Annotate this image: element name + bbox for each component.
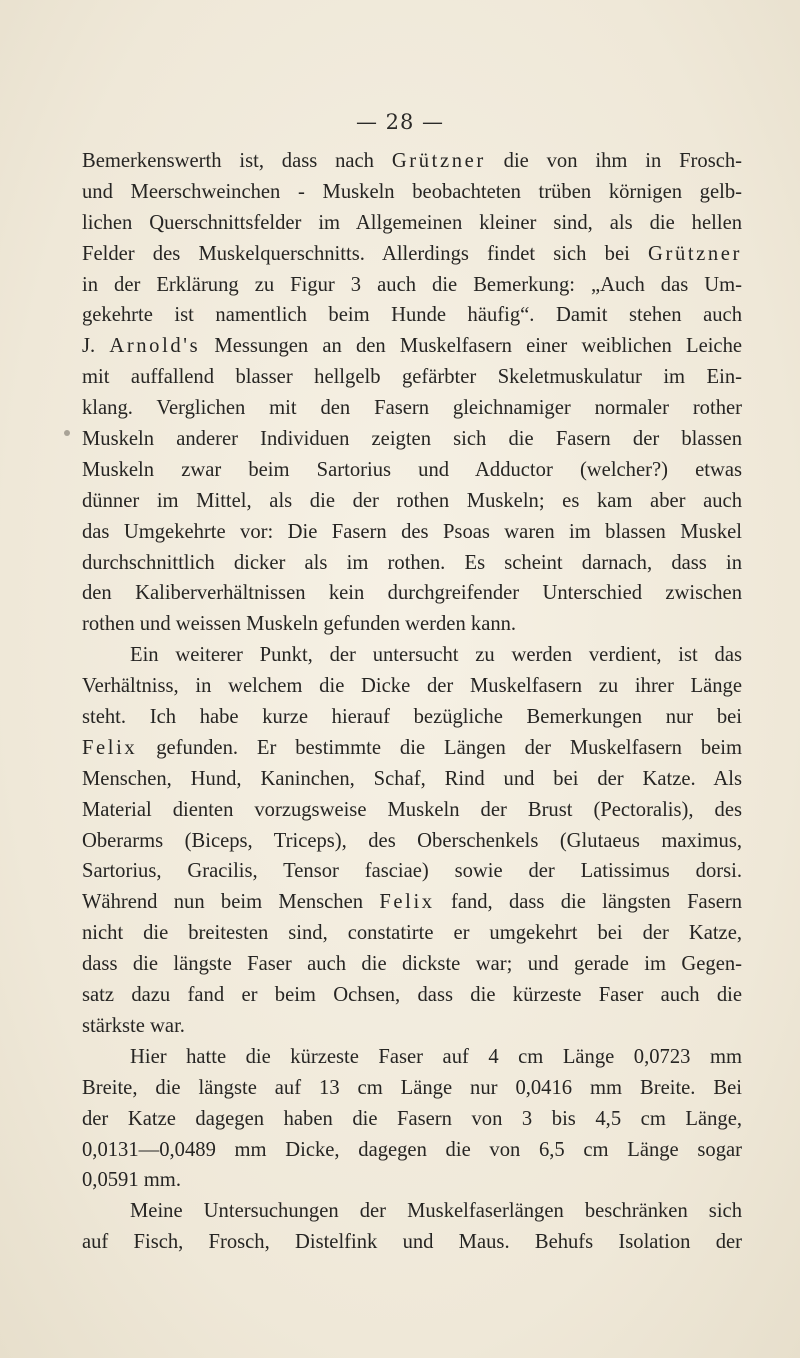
text-segment: Material dienten vorzugsweise Muskeln der Brust (Pectoralis), des [82, 798, 742, 821]
text-segment: Breite, die längste auf 13 cm Länge nur 0,0416 mm Breite. Bei [82, 1076, 742, 1099]
text-segment: die von ihm in Frosch- [485, 150, 743, 172]
text-segment: rothen und weissen Muskeln gefunden werden kann. [82, 613, 517, 636]
spaced-name: Arnold's [109, 335, 201, 358]
text-line [82, 578, 742, 609]
text-segment: nicht die breitesten sind, constatirte er umgekehrt bei der Katze, [82, 922, 742, 945]
text-segment: Bemerkenswerth ist, dass nach [82, 150, 392, 172]
text-line [82, 609, 742, 640]
text-line [82, 826, 742, 857]
text-line [82, 300, 742, 331]
text-segment: gekehrte ist namentlich beim Hunde häufig“. Damit stehen auch [82, 304, 742, 327]
text-line [82, 424, 742, 455]
text-line [82, 208, 742, 239]
text-segment: J. [82, 335, 110, 358]
text-segment: steht. Ich habe kurze hierauf bezügliche Bemerkungen nur bei [82, 706, 742, 729]
spaced-name: Felix [82, 736, 138, 759]
text-line [82, 331, 742, 362]
text-segment: Sartorius, Gracilis, Tensor fasciae) sowie der Latissimus dorsi. [82, 860, 742, 883]
text-line [82, 1135, 742, 1166]
text-line [82, 455, 742, 486]
text-segment: Messungen an den Muskelfasern einer weiblichen Leiche [200, 335, 743, 358]
text-line [82, 887, 742, 918]
text-segment: gefunden. Er bestimmte die Längen der Muskelfasern beim [137, 736, 742, 759]
text-line [82, 486, 742, 517]
text-line [82, 795, 742, 826]
text-segment: Hier hatte die kürzeste Faser auf 4 cm Länge 0,0723 mm [130, 1045, 742, 1068]
text-line [82, 671, 742, 702]
text-line [82, 1011, 742, 1042]
text-segment: Menschen, Hund, Kaninchen, Schaf, Rind und bei der Katze. Als [82, 767, 742, 790]
spaced-name: Grützner [391, 150, 486, 172]
text-line [82, 393, 742, 424]
text-line [82, 177, 742, 208]
margin-speck [64, 430, 70, 436]
text-line [82, 1042, 742, 1073]
text-line [82, 980, 742, 1011]
text-segment: Oberarms (Biceps, Triceps), des Oberschenkels (Glutaeus maximus, [82, 829, 742, 852]
text-segment: das Umgekehrte vor: Die Fasern des Psoas waren im blassen Muskel [82, 520, 742, 543]
text-segment: den Kaliberverhältnissen kein durchgreifender Unterschied zwischen [82, 582, 742, 605]
text-line [82, 949, 742, 980]
spaced-name: Felix [379, 891, 435, 914]
text-segment: satz dazu fand er beim Ochsen, dass die kürzeste Faser auch die [82, 984, 742, 1007]
text-segment: Ein weiterer Punkt, der untersucht zu werden verdient, ist das [130, 644, 742, 667]
text-line [82, 1073, 742, 1104]
text-segment: dass die längste Faser auch die dickste war; und gerade im Gegen- [82, 953, 742, 976]
text-line [82, 239, 742, 270]
text-segment: Verhältniss, in welchem die Dicke der Muskelfasern zu ihrer Länge [82, 675, 742, 698]
text-line [82, 918, 742, 949]
text-line [82, 1196, 742, 1227]
text-segment: Felder des Muskelquerschnitts. Allerdings findet sich bei [82, 242, 649, 265]
page-number: — 28 — [355, 110, 445, 134]
text-line [82, 270, 742, 301]
text-segment: 0,0131—0,0489 mm Dicke, dagegen die von 6,5 cm Länge sogar [82, 1138, 742, 1161]
text-segment: und Meerschweinchen - Muskeln beobachteten trüben körnigen gelb- [82, 180, 742, 203]
text-segment: Während nun beim Menschen [82, 891, 380, 914]
text-segment: Meine Untersuchungen der Muskelfaserlängen beschränken sich [130, 1200, 742, 1223]
text-segment: klang. Verglichen mit den Fasern gleichnamiger normaler rother [82, 397, 742, 420]
text-line [82, 146, 742, 177]
text-segment: stärkste war. [82, 1014, 185, 1037]
text-line [82, 362, 742, 393]
text-segment: durchschnittlich dicker als im rothen. Es scheint darnach, dass in [82, 551, 742, 574]
text-segment: mit auffallend blasser hellgelb gefärbter Skeletmuskulatur im Ein- [82, 366, 742, 389]
text-segment: auf Fisch, Frosch, Distelfink und Maus. Behufs Isolation der [82, 1231, 742, 1254]
text-line [82, 1227, 742, 1258]
text-line [82, 764, 742, 795]
text-segment: in der Erklärung zu Figur 3 auch die Bemerkung: „Auch das Um- [82, 273, 742, 296]
text-line [82, 733, 742, 764]
body-text [82, 146, 742, 1258]
text-segment: der Katze dagegen haben die Fasern von 3 bis 4,5 cm Länge, [82, 1107, 742, 1130]
text-segment: lichen Querschnittsfelder im Allgemeinen kleiner sind, als die hellen [82, 211, 742, 234]
text-segment: dünner im Mittel, als die der rothen Muskeln; es kam aber auch [82, 489, 742, 512]
text-line [82, 702, 742, 733]
text-segment: Muskeln zwar beim Sartorius und Adductor (welcher?) etwas [82, 458, 742, 481]
text-segment: 0,0591 mm. [82, 1169, 181, 1192]
text-line [82, 1104, 742, 1135]
text-line [82, 548, 742, 579]
text-segment: fand, dass die längsten Fasern [434, 891, 742, 914]
text-segment: Muskeln anderer Individuen zeigten sich die Fasern der blassen [82, 428, 742, 451]
text-line [82, 856, 742, 887]
spaced-name: Grützner [648, 242, 742, 265]
text-line [82, 640, 742, 671]
text-line [82, 1165, 742, 1196]
text-line [82, 517, 742, 548]
